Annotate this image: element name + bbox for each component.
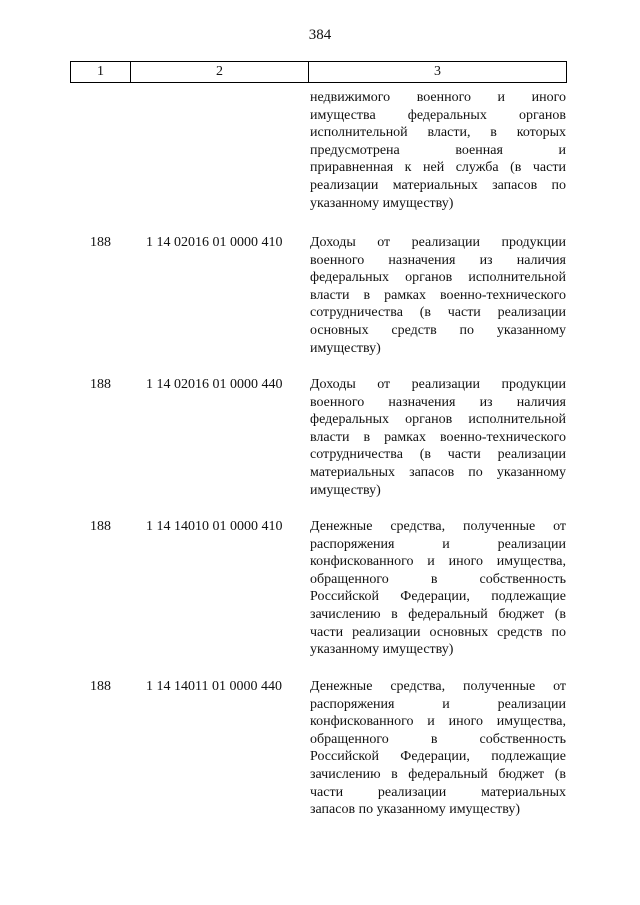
desc-line: приравненная к ней служба (в части bbox=[310, 160, 566, 176]
desc-line: запасов по указанному имуществу) bbox=[310, 802, 521, 818]
desc-line: конфискованного и иного имущества, bbox=[310, 714, 566, 730]
desc-line: Доходы от реализации продукции bbox=[310, 235, 566, 250]
desc-line: обращенного в собственность bbox=[310, 571, 566, 587]
desc-line: распоряжения и реализации bbox=[310, 696, 566, 712]
desc-line: распоряжения и реализации bbox=[310, 536, 566, 552]
desc-line: военного назначения из наличия bbox=[310, 394, 566, 410]
desc-line: власти в рамках военно-технического bbox=[310, 287, 566, 303]
desc-line: имуществу) bbox=[310, 340, 381, 356]
desc-line: недвижимого военного и иного bbox=[310, 90, 566, 105]
budget-classification-code: 1 14 02016 01 0000 410 bbox=[146, 235, 283, 250]
desc-line: обращенного в собственность bbox=[310, 731, 566, 747]
page-number: 384 bbox=[308, 27, 332, 43]
desc-line: части реализации основных средств по bbox=[310, 624, 566, 640]
desc-line: конфискованного и иного имущества, bbox=[310, 554, 566, 570]
header-col-1: 1 bbox=[71, 62, 131, 82]
desc-line: Доходы от реализации продукции bbox=[310, 377, 566, 392]
income-description bbox=[310, 376, 566, 499]
desc-line: власти в рамках военно-технического bbox=[310, 429, 566, 445]
desc-line: указанному имуществу) bbox=[310, 195, 454, 211]
desc-line: реализации материальных запасов по bbox=[310, 177, 566, 193]
budget-classification-code: 1 14 02016 01 0000 440 bbox=[146, 377, 283, 392]
desc-line: исполнительной власти, в которых bbox=[310, 125, 566, 141]
continued-description bbox=[310, 89, 566, 212]
admin-code: 188 bbox=[90, 377, 111, 392]
desc-line: Российской Федерации, подлежащие bbox=[310, 589, 566, 605]
desc-line: Денежные средства, полученные от bbox=[310, 519, 566, 534]
header-col-3: 3 bbox=[434, 64, 441, 79]
desc-line: предусмотрена военная и bbox=[310, 142, 566, 158]
desc-line: материальных запасов по указанному bbox=[310, 464, 566, 480]
admin-code: 188 bbox=[90, 235, 111, 250]
desc-line: имуществу) bbox=[310, 482, 381, 498]
desc-line: Российской Федерации, подлежащие bbox=[310, 749, 566, 765]
desc-line: зачислению в федеральный бюджет (в bbox=[310, 766, 566, 782]
desc-line: Денежные средства, полученные от bbox=[310, 679, 566, 694]
table-header bbox=[70, 61, 567, 83]
desc-line: указанному имуществу) bbox=[310, 642, 454, 658]
header-col-2: 2 bbox=[131, 62, 309, 82]
income-description bbox=[310, 234, 566, 357]
income-description bbox=[310, 678, 566, 819]
admin-code: 188 bbox=[90, 679, 111, 694]
budget-classification-code: 1 14 14010 01 0000 410 bbox=[146, 519, 283, 534]
desc-line: сотрудничества (в части реализации bbox=[310, 447, 566, 463]
admin-code: 188 bbox=[90, 519, 111, 534]
desc-line: сотрудничества (в части реализации bbox=[310, 305, 566, 321]
desc-line: федеральных органов исполнительной bbox=[310, 412, 566, 428]
desc-line: основных средств по указанному bbox=[310, 322, 566, 338]
desc-line: зачислению в федеральный бюджет (в bbox=[310, 606, 566, 622]
desc-line: имущества федеральных органов bbox=[310, 107, 566, 123]
desc-line: федеральных органов исполнительной bbox=[310, 270, 566, 286]
budget-classification-code: 1 14 14011 01 0000 440 bbox=[146, 679, 282, 694]
income-description bbox=[310, 518, 566, 659]
desc-line: части реализации материальных bbox=[310, 784, 566, 800]
desc-line: военного назначения из наличия bbox=[310, 252, 566, 268]
